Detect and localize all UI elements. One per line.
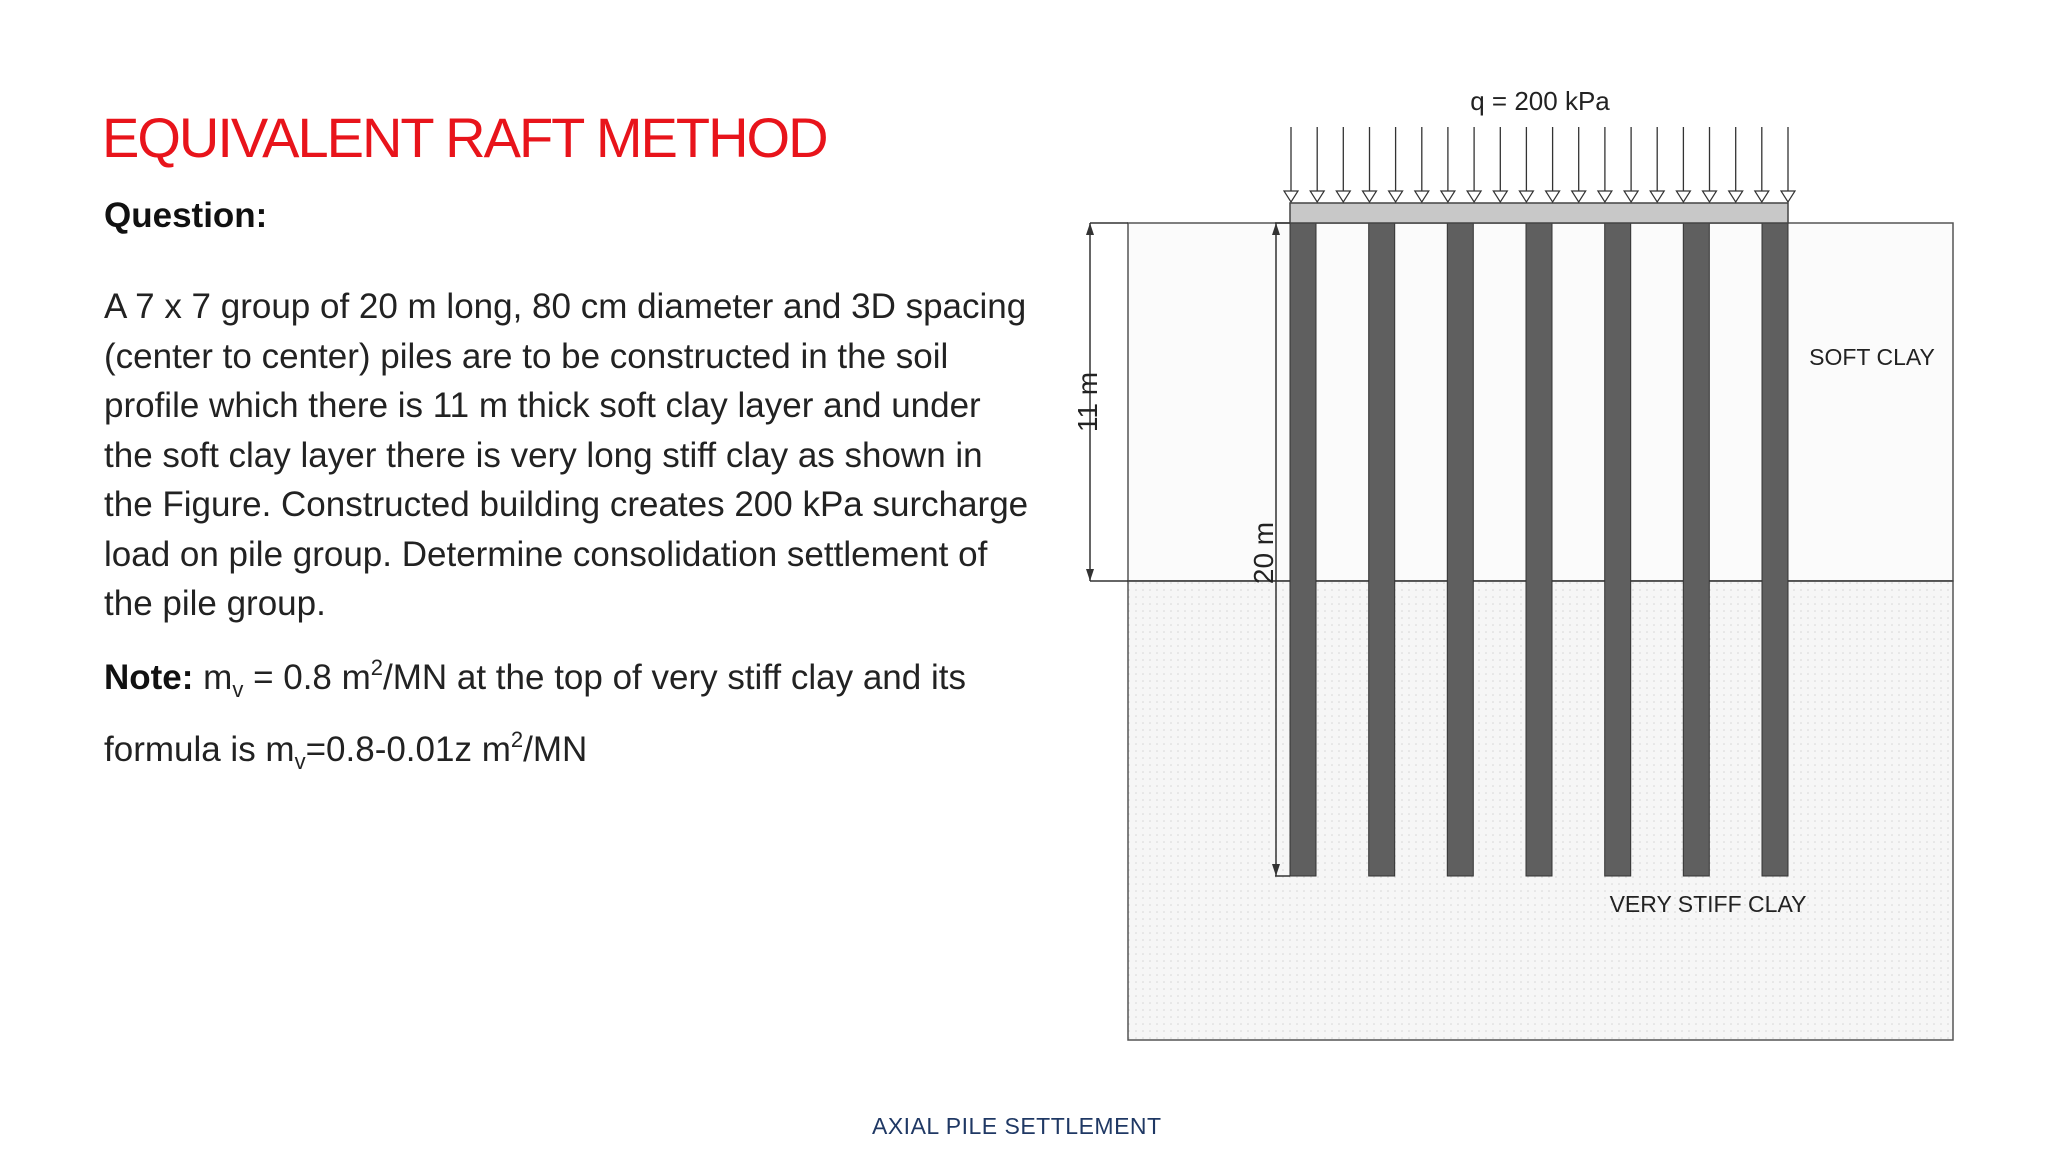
pile-cap — [1290, 203, 1788, 223]
question-line: (center to center) piles are to be constructed in the soil — [104, 336, 949, 376]
load-arrow — [1598, 127, 1612, 202]
pile — [1683, 223, 1709, 876]
soft-clay-label: SOFT CLAY — [1809, 344, 1935, 370]
load-arrow — [1493, 127, 1507, 202]
dimension-arrowhead — [1086, 569, 1094, 581]
load-arrow — [1336, 127, 1350, 202]
question-line: the soft clay layer there is very long stiff clay as shown in — [104, 435, 983, 475]
mv-subscript: v — [232, 677, 244, 702]
formula-label: formula is m — [104, 730, 295, 769]
note-value: = 0.8 m — [253, 658, 371, 697]
formula-expression: =0.8-0.01z m — [305, 730, 511, 769]
load-arrow — [1729, 127, 1743, 202]
load-arrow — [1781, 127, 1795, 202]
load-arrow — [1310, 127, 1324, 202]
load-arrow — [1284, 127, 1298, 202]
pile — [1369, 223, 1395, 876]
slide-footer: AXIAL PILE SETTLEMENT — [872, 1113, 1162, 1139]
load-arrow — [1755, 127, 1769, 202]
load-arrows — [1284, 127, 1795, 202]
load-arrow — [1676, 127, 1690, 202]
load-arrow — [1624, 127, 1638, 202]
soft-clay-dimension — [1072, 223, 1128, 581]
question-line: profile which there is 11 m thick soft clay layer and under — [104, 386, 981, 425]
slide-title: EQUIVALENT RAFT METHOD — [102, 106, 827, 169]
question-line: A 7 x 7 group of 20 m long, 80 cm diameter and 3D spacing — [104, 287, 1027, 326]
pile — [1290, 223, 1316, 876]
note-superscript: 2 — [370, 655, 384, 680]
formula-superscript: 2 — [510, 727, 524, 752]
load-arrow — [1415, 127, 1429, 202]
dimension-arrowhead — [1086, 223, 1094, 235]
question-line: the Figure. Constructed building creates 200 kPa surcharge — [104, 485, 1029, 524]
pile-length-label: 20 m — [1248, 521, 1279, 585]
pile — [1605, 223, 1631, 876]
load-arrow — [1467, 127, 1481, 202]
load-arrow — [1363, 127, 1377, 202]
pile — [1762, 223, 1788, 876]
pile — [1447, 223, 1473, 876]
mv-symbol: m — [203, 658, 233, 697]
load-arrow — [1546, 127, 1560, 202]
question-line: the pile group. — [104, 584, 326, 623]
load-arrow — [1519, 127, 1533, 202]
question-line: load on pile group. Determine consolidation settlement of — [104, 534, 988, 574]
load-arrow — [1650, 127, 1664, 202]
load-label: q = 200 kPa — [1470, 86, 1610, 116]
very-stiff-clay-label: VERY STIFF CLAY — [1609, 891, 1807, 917]
soft-clay-thickness-label: 11 m — [1072, 371, 1103, 433]
load-arrow — [1703, 127, 1717, 202]
note-label: Note: — [104, 658, 194, 697]
question-label: Question: — [104, 196, 268, 235]
load-arrow — [1572, 127, 1586, 202]
load-arrow — [1389, 127, 1403, 202]
pile — [1526, 223, 1552, 876]
load-arrow — [1441, 127, 1455, 202]
note-text: /MN at the top of very stiff clay and its — [383, 658, 966, 697]
formula-unit: /MN — [523, 730, 588, 769]
mv-subscript: v — [294, 749, 306, 774]
